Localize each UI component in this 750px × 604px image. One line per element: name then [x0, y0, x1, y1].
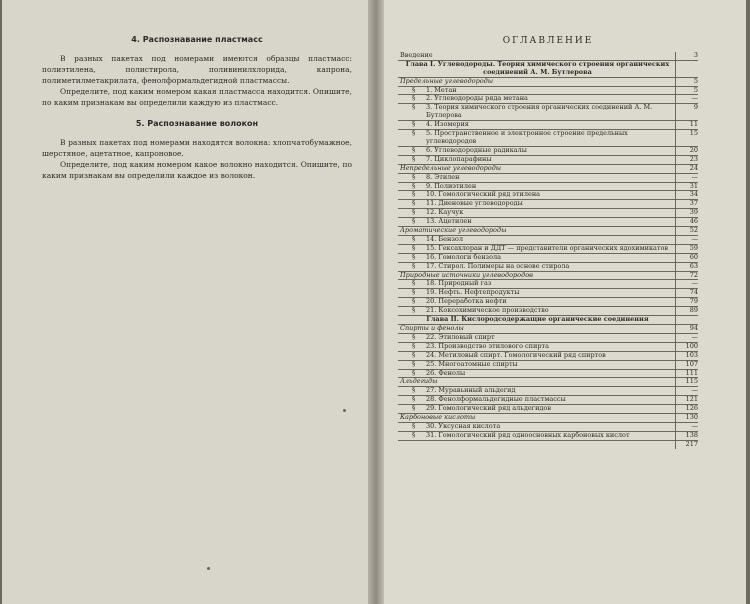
toc-page-number: 34 [675, 191, 698, 199]
section-sign: § [412, 190, 416, 199]
toc-page-number: 52 [675, 227, 698, 235]
toc-page-number: — [675, 423, 698, 431]
toc-page-number: 5 [675, 78, 698, 86]
toc-entry [398, 298, 675, 306]
toc-entry [398, 254, 675, 262]
toc-entry-label: Ароматические углеводороды [400, 226, 507, 235]
toc-entry [398, 147, 675, 155]
toc-page-number: — [675, 334, 698, 342]
section-sign: § [412, 368, 416, 377]
section-sign: § [412, 199, 416, 208]
toc-entry-label: 28. Фенолформальдегидные пластмассы [426, 395, 566, 404]
toc-page-number: 72 [675, 272, 698, 280]
section-sign: § [412, 208, 416, 217]
toc-page-number: 24 [675, 165, 698, 173]
toc-page-number: 74 [675, 289, 698, 297]
toc-entry-label: 30. Уксусная кислота [426, 421, 501, 430]
toc-entry [398, 87, 675, 95]
section-sign: § [412, 288, 416, 297]
section-sign: § [412, 306, 416, 315]
toc-entry-label: 24. Метиловый спирт. Гомологический ряд спиртов [426, 350, 606, 359]
toc-entry-label: Глава I. Углеводороды. Теория химического строения органических соединений А. М. Бутлерова [405, 59, 670, 76]
toc-entry-label: 3. Теория химического строения органических соединений А. М. Бутлерова [426, 103, 653, 120]
toc-entry [398, 156, 675, 164]
table-of-contents [398, 38, 698, 449]
toc-entry-label: 21. Коксохимическое производство [426, 306, 549, 315]
toc-entry [398, 352, 675, 360]
toc-page-number: 121 [675, 396, 698, 404]
toc-entry [398, 263, 675, 271]
toc-entry-label: Введение [400, 50, 433, 59]
toc-entry [398, 104, 675, 120]
section-sign: § [412, 359, 416, 368]
toc-entry [398, 191, 675, 199]
section-sign: § [412, 350, 416, 359]
section-sign: § [412, 154, 416, 163]
toc-entry-label: Альдегиды [400, 377, 438, 386]
toc-page-number: 5 [675, 87, 698, 95]
section-sign: § [412, 297, 416, 306]
toc-entry-label: 1. Метан [426, 85, 457, 94]
toc-page-number: 59 [675, 245, 698, 253]
section-sign: § [412, 172, 416, 181]
toc-page-number: 107 [675, 361, 698, 369]
section-sign: § [412, 395, 416, 404]
toc-page-number: 46 [675, 218, 698, 226]
toc-entry-label: 22. Этиловый спирт [426, 332, 495, 341]
toc-page-number: 11 [675, 121, 698, 129]
toc-entry-label: 14. Бензол [426, 234, 463, 243]
toc-page-number: 89 [675, 307, 698, 315]
section-sign: § [412, 404, 416, 413]
toc-entry-label: 4. Изомерия [426, 120, 469, 129]
page-speck [343, 409, 346, 412]
section-sign: § [412, 181, 416, 190]
toc-entry-label: 23. Производство этилового спирта [426, 341, 549, 350]
toc-entry-label: 10. Гомологический ряд этилена [426, 190, 541, 199]
toc-page-number: 94 [675, 325, 698, 333]
toc-entry [398, 370, 675, 378]
toc-page-number: 15 [675, 130, 698, 146]
toc-entry [398, 361, 675, 369]
toc-entry [398, 307, 675, 315]
section-sign: § [412, 120, 416, 129]
toc-entry [398, 218, 675, 226]
section-sign: § [412, 94, 416, 103]
toc-entry [398, 289, 675, 297]
toc-page-number [675, 61, 698, 77]
toc-row [398, 432, 698, 441]
toc-entry [398, 183, 675, 191]
toc-page-number: 126 [675, 405, 698, 413]
toc-page-number: 217 [675, 441, 698, 449]
section-plastics [42, 34, 352, 108]
toc-entry-label [398, 441, 675, 449]
toc-entry-label: 27. Муравьиный альдегид [426, 386, 516, 395]
toc-page-number: 3 [675, 52, 698, 60]
toc-page-number: 111 [675, 370, 698, 378]
toc-entry-label: 17. Стирол. Полимеры на основе стирола [426, 261, 570, 270]
toc-entry-label: Глава II. Кислородсодержащие органические соединения [426, 315, 649, 324]
toc-title: ОГЛАВЛЕНИЕ [502, 36, 594, 46]
toc-entry-label: 11. Диеновые углеводороды [426, 199, 523, 208]
toc-page-number: 100 [675, 343, 698, 351]
section-sign: § [412, 279, 416, 288]
paragraph: В разных пакетах под номерами находятся волокна: хлопчатобумажное, шерстяное, ацетатное, капроновое. [42, 138, 352, 158]
toc-page-number: 103 [675, 352, 698, 360]
toc-page-number: 23 [675, 156, 698, 164]
toc-page-number: 9 [675, 104, 698, 120]
toc-entry [398, 174, 675, 182]
toc-row [398, 370, 698, 379]
toc-entry-label: 12. Каучук [426, 208, 464, 217]
toc-entry [398, 130, 675, 146]
toc-entry-label: 5. Пространственное и электронное строение предельных углеводородов [426, 129, 628, 145]
toc-page-number: 39 [675, 209, 698, 217]
toc-page-number: — [675, 236, 698, 244]
section-heading: 5. Распознавание волокон [135, 119, 259, 128]
section-heading: 4. Распознавание пластмасс [131, 35, 263, 44]
toc-page-number: 37 [675, 200, 698, 208]
section-sign: § [412, 341, 416, 350]
section-fibers [42, 118, 352, 181]
toc-entry-label: 19. Нефть. Нефтепродукты [426, 288, 520, 297]
left-page-text [42, 34, 352, 191]
toc-row [398, 441, 698, 449]
toc-entry [398, 200, 675, 208]
toc-entry [398, 405, 675, 413]
toc-entry-label: 16. Гомологи бензола [426, 252, 501, 261]
toc-page-number: 79 [675, 298, 698, 306]
toc-entry-label: Карбоновые кислоты [400, 413, 476, 422]
toc-page-number: 31 [675, 183, 698, 191]
toc-entry-label: 6. Углеводородные радикалы [426, 145, 527, 154]
toc-row [398, 130, 698, 147]
section-sign: § [412, 430, 416, 439]
toc-row [398, 104, 698, 121]
toc-entry-label: 15. Гексахлоран и ДДТ — представители органических ядохимикатов [426, 243, 669, 252]
toc-page-number: — [675, 280, 698, 288]
toc-chapter-row [398, 61, 698, 78]
toc-page-number: — [675, 95, 698, 103]
toc-entry-label: 20. Переработка нефти [426, 297, 507, 306]
toc-entry-label: Непредельные углеводороды [400, 163, 502, 172]
section-sign: § [412, 261, 416, 270]
section-sign: § [412, 103, 416, 112]
toc-page-number: 60 [675, 254, 698, 262]
section-sign: § [412, 234, 416, 243]
toc-entry [398, 387, 675, 395]
toc-page-number: 130 [675, 414, 698, 422]
paragraph: Определите, под каким номером какая пластмасса находится. Опишите, по каким признакам вы определили каждую из пластмасс. [42, 87, 352, 107]
toc-entry-label: Предельные углеводороды [400, 76, 494, 85]
section-sign: § [412, 145, 416, 154]
toc-entry [398, 423, 675, 431]
toc-entry [398, 245, 675, 253]
toc-entry-label: 25. Многоатомные спирты [426, 359, 518, 368]
toc-entry-label: 31. Гомологический ряд одноосновных карбоновых кислот [426, 430, 630, 439]
paragraph: В разных пакетах под номерами имеются образцы пластмасс: полиэтилена, полистирола, поливинилхлорида, капрона, полиметилметакрилата, фенолформальдегидной пластмассы. [42, 54, 352, 85]
toc-entry [398, 334, 675, 342]
section-sign: § [412, 332, 416, 341]
toc-entry-label: 2. Углеводороды ряда метана [426, 94, 528, 103]
toc-page-number [675, 316, 698, 324]
toc-entry-label: 13. Ацетилен [426, 217, 472, 226]
toc-entry-label: Спирты и фенолы [400, 324, 464, 332]
toc-entry-label: Природные источники углеводородов [400, 270, 533, 279]
toc-entry [398, 432, 675, 440]
toc-entry-label: 26. Фенолы [426, 368, 466, 377]
toc-entry [398, 236, 675, 244]
section-sign: § [412, 421, 416, 430]
toc-entry-label: 18. Природный газ [426, 279, 492, 288]
toc-page-number: 138 [675, 432, 698, 440]
toc-page-number: — [675, 387, 698, 395]
toc-entry [398, 95, 675, 103]
paragraph: Определите, под каким номером какое волокно находится. Опишите, по каким признакам вы определили каждое из волокон. [42, 160, 352, 180]
section-sign: § [412, 85, 416, 94]
toc-page-number: — [675, 174, 698, 182]
toc-entry-label: 9. Полиэтилен [426, 181, 477, 190]
section-sign: § [412, 217, 416, 226]
book-spine [368, 0, 384, 604]
toc-entry [398, 343, 675, 351]
toc-entry-label: 7. Циклопарафины [426, 154, 492, 163]
toc-entry [398, 121, 675, 129]
toc-entry [398, 209, 675, 217]
section-sign: § [412, 129, 416, 138]
toc-entry [398, 280, 675, 288]
toc-page-number: 115 [675, 378, 698, 386]
toc-entry [398, 396, 675, 404]
toc-page-number: 20 [675, 147, 698, 155]
section-sign: § [412, 243, 416, 252]
toc-rows [398, 52, 698, 449]
page-speck [207, 567, 210, 570]
toc-entry-label: 8. Этилен [426, 172, 460, 181]
section-sign: § [412, 252, 416, 261]
toc-page-number: 63 [675, 263, 698, 271]
section-sign: § [412, 386, 416, 395]
toc-entry-label: 29. Гомологический ряд альдегидов [426, 404, 551, 413]
